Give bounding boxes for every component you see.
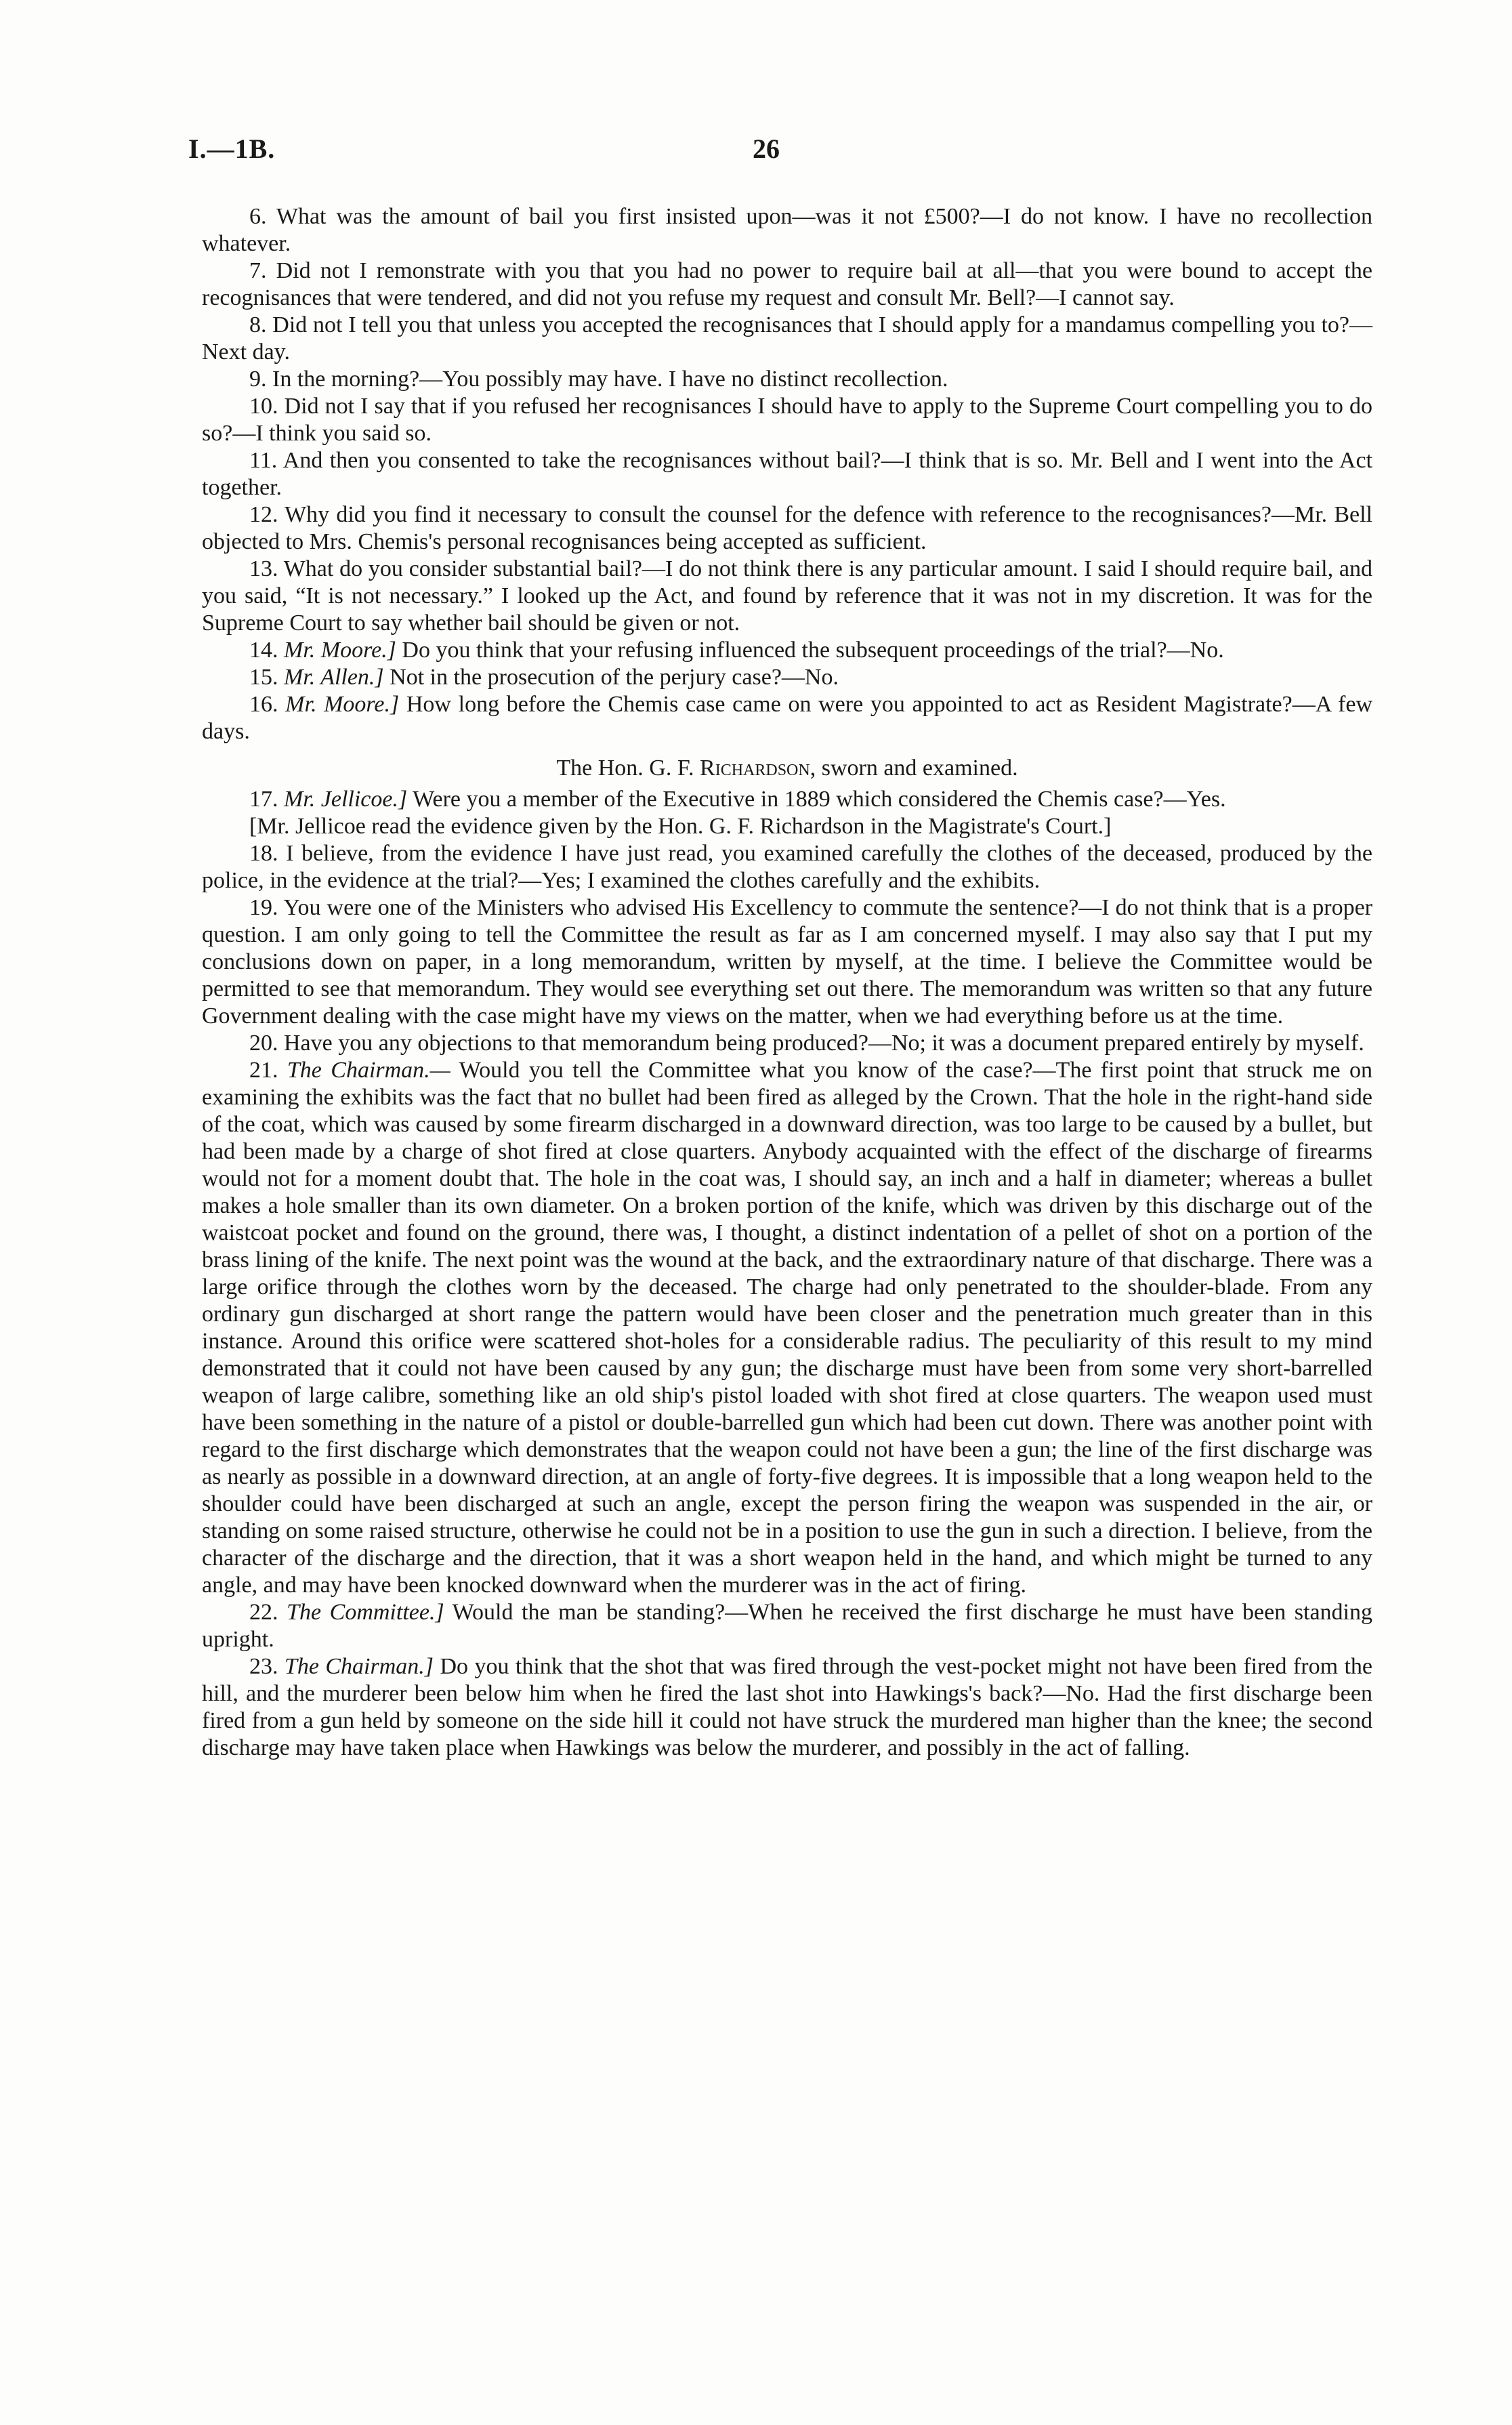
question-number: 21. (249, 1058, 278, 1083)
question-number: 8. (249, 312, 267, 337)
question-paragraph (202, 691, 1372, 745)
question-text: Do you think that the shot that was fired through the vest-pocket might not have been fired from the hill, and the murderer been below him when he fired the last shot into Hawkings's back?—No. Had the first discharge been fired from a gun held by someone on the side hill it could not have struck the murdered man higher than the knee; the second discharge may have taken place when Hawkings was below the murderer, and possibly in the act of falling. (202, 1654, 1372, 1760)
question-text: Would you tell the Committee what you know of the case?—The first point that struck me on examining the exhibits was the fact that no bullet had been fired as alleged by the Crown. That the hole in the right-hand side of the coat, which was caused by some firearm discharged in a downward direction, was too large to be caused by a bullet, but had been made by a charge of shot fired at close quarters. Anybody acquainted with the effect of the discharge of firearms would not for a moment doubt that. The hole in the coat was, I should say, an inch and a half in diameter; whereas a bullet makes a hole smaller than its own diameter. On a broken portion of the knife, which was driven by this discharge out of the waistcoat pocket and found on the ground, there was, I thought, a distinct indentation of a pellet of shot on a portion of the brass lining of the knife. The next point was the wound at the back, and the extraordinary nature of that discharge. There was a large orifice through the clothes worn by the deceased. The charge had only penetrated to the shoulder-blade. From any ordinary gun discharged at short range the pattern would have been closer and the penetration much greater than in this instance. Around this orifice were scattered shot-holes for a considerable radius. The peculiarity of this result to my mind demonstrated that it could not have been caused by any gun; the discharge must have been from some very short-barrelled weapon of large calibre, something like an old ship's pistol loaded with shot fired at close quarters. The weapon used must have been something in the nature of a pistol or double-barrelled gun which had been cut down. There was another point with regard to the first discharge which demonstrates that the weapon could not have been a gun; the line of the first discharge was as nearly as possible in a downward direction, at an angle of forty-five degrees. It is impossible that a long weapon held to the shoulder could have been discharged at such an angle, except the person firing the weapon was suspended in the air, or standing on some raised structure, otherwise he could not be in a position to use the gun in such a direction. I believe, from the character of the discharge and the direction, that it was a short weapon held in the hand, and which might be turned to any angle, and may have been knocked downward when the murderer was in the act of firing. (202, 1058, 1373, 1598)
question-paragraph (202, 637, 1372, 664)
question-paragraph (202, 556, 1372, 637)
question-number: 10. (249, 394, 278, 419)
speaker-label: The Chairman.] (284, 1654, 434, 1679)
question-paragraph (202, 257, 1372, 312)
question-number: 13. (249, 556, 278, 581)
question-paragraph (202, 447, 1372, 501)
question-number: 14. (249, 638, 278, 663)
question-number: 17. (249, 787, 278, 812)
question-text: Did not I tell you that unless you accepted the recognisances that I should apply for a mandamus compelling you to?—Next day. (202, 312, 1373, 365)
page-number: 26 (753, 133, 780, 164)
question-paragraph (202, 393, 1372, 447)
question-text: Why did you find it necessary to consult the counsel for the defence with reference to the recognisances?—Mr. Bell objected to Mrs. Chemis's personal recognisances being accepted as sufficient. (202, 502, 1372, 554)
question-paragraph (202, 1653, 1372, 1762)
question-paragraph (202, 366, 1372, 393)
question-paragraph (202, 840, 1372, 894)
question-number: 12. (249, 502, 278, 527)
question-number: 15. (249, 665, 278, 690)
question-paragraph (202, 1599, 1372, 1653)
bracketed-note: [Mr. Jellicoe read the evidence given by the Hon. G. F. Richardson in the Magistrate's Court.] (249, 814, 1112, 839)
speaker-label: The Committee.] (287, 1600, 444, 1625)
speaker-label: Mr. Moore.] (285, 692, 400, 717)
page-header (188, 133, 1344, 173)
question-paragraph (202, 894, 1372, 1030)
question-paragraph (202, 203, 1372, 257)
question-number: 18. (249, 841, 278, 866)
question-number: 9. (249, 367, 267, 392)
question-number: 19. (249, 895, 278, 920)
speaker-label: The Chairman.— (287, 1058, 450, 1083)
question-text: Did not I remonstrate with you that you had no power to require bail at all—that you were bound to accept the recognisances that were tendered, and did not you refuse my request and consult Mr. Bell?—I cannot say. (202, 258, 1372, 310)
question-number: 7. (249, 258, 267, 283)
speaker-label: Mr. Moore.] (284, 638, 396, 663)
question-number: 16. (249, 692, 278, 717)
question-paragraph (202, 1057, 1372, 1599)
question-number: 22. (249, 1600, 278, 1625)
question-number: 11. (249, 448, 278, 473)
question-paragraph (202, 312, 1372, 366)
question-text: How long before the Chemis case came on were you appointed to act as Resident Magistrate?—A few days. (202, 692, 1372, 744)
question-number: 6. (249, 204, 267, 229)
document-body (202, 203, 1372, 1762)
question-text: Have you any objections to that memorandum being produced?—No; it was a document prepared entirely by myself. (284, 1031, 1364, 1056)
question-text: What was the amount of bail you first insisted upon—was it not £500?—I do not know. I have no recollection whatever. (202, 204, 1373, 256)
question-text: Not in the prosecution of the perjury case?—No. (390, 665, 839, 690)
question-paragraph (202, 664, 1372, 691)
parliamentary-paper-reference: I.—1B. (188, 133, 276, 164)
question-text: Were you a member of the Executive in 1889 which considered the Chemis case?—Yes. (413, 787, 1226, 812)
question-text: In the morning?—You possibly may have. I have no distinct recollection. (272, 367, 948, 392)
question-text: Did not I say that if you refused her recognisances I should have to apply to the Supreme Court compelling you to do so?—I think you said so. (202, 394, 1372, 446)
question-text: Do you think that your refusing influenced the subsequent proceedings of the trial?—No. (402, 638, 1224, 663)
speaker-label: Mr. Allen.] (284, 665, 384, 690)
speaker-label: Mr. Jellicoe.] (284, 787, 408, 812)
question-text: You were one of the Ministers who advised His Excellency to commute the sentence?—I do not think that is a proper question. I am only going to tell the Committee the result as far as I am concerned myself. I may also say that I put my conclusions down on paper, in a long memorandum, written by myself, at the time. I believe the Committee would be permitted to see that memorandum. They would see everything set out there. The memorandum was written so that any future Government dealing with the case might have my views on the matter, when we had everything before us at the time. (202, 895, 1372, 1029)
question-number: 20. (249, 1031, 278, 1056)
question-text: What do you consider substantial bail?—I do not think there is any particular amount. I said I should require bail, and you said, “It is not necessary.” I looked up the Act, and found by reference that it was not in my discretion. It was for the Supreme Court to say whether bail should be given or not. (202, 556, 1372, 636)
witness-heading: The Hon. G. F. Richardson, sworn and examined. (556, 755, 1018, 781)
question-paragraph (202, 1030, 1372, 1057)
question-paragraph (202, 501, 1372, 556)
question-number: 23. (249, 1654, 278, 1679)
question-text: I believe, from the evidence I have just read, you examined carefully the clothes of the deceased, produced by the police, in the evidence at the trial?—Yes; I examined the clothes carefully and the exhibits. (202, 841, 1373, 893)
question-text: Would the man be standing?—When he received the first discharge he must have been standing upright. (202, 1600, 1373, 1652)
question-text: And then you consented to take the recognisances without bail?—I think that is so. Mr. Bell and I went into the Act together. (202, 448, 1373, 500)
question-paragraph (202, 786, 1372, 813)
